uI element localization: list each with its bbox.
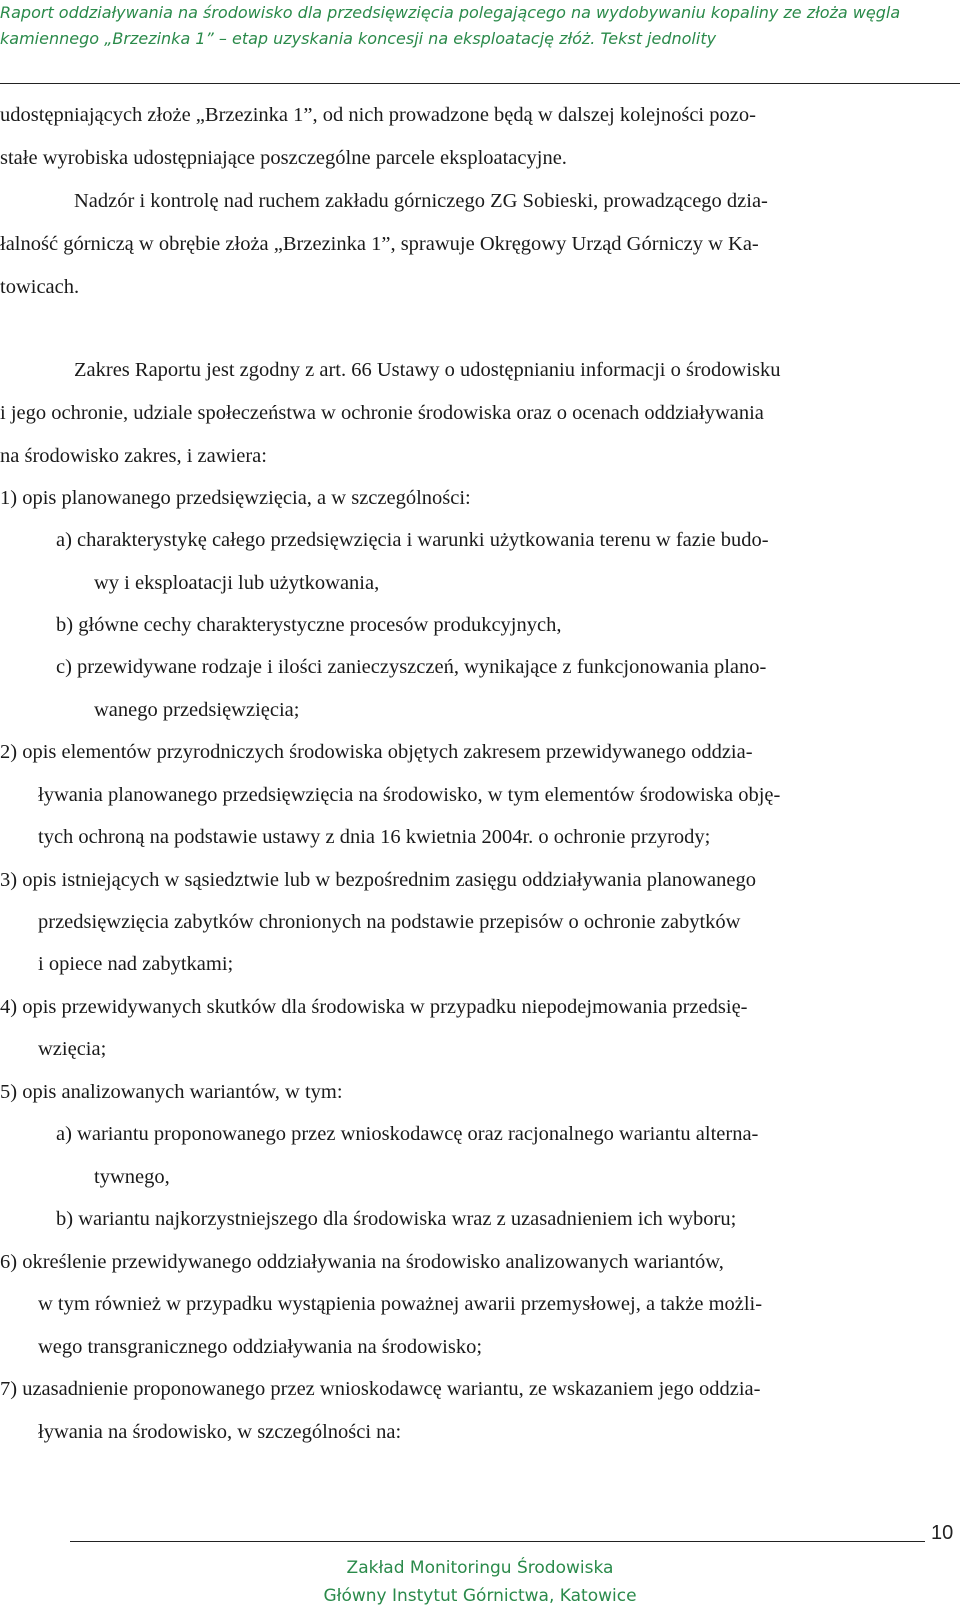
text-line: Nadzór i kontrolę nad ruchem zakładu górniczego ZG Sobieski, prowadzącego dzia- bbox=[74, 190, 768, 212]
text-line: w tym również w przypadku wystąpienia poważnej awarii przemysłowej, a także możli- bbox=[38, 1293, 763, 1315]
footer-divider bbox=[70, 1541, 925, 1542]
list-item: 7) uzasadnienie proponowanego przez wnioskodawcę wariantu, ze wskazaniem jego oddzia- bbox=[0, 1378, 761, 1400]
list-subitem: a) wariantu proponowanego przez wnioskodawcę oraz racjonalnego wariantu alterna- bbox=[56, 1123, 759, 1145]
header-divider bbox=[0, 83, 960, 84]
list-subitem: b) główne cechy charakterystyczne procesów produkcyjnych, bbox=[56, 614, 562, 636]
text-line: i jego ochronie, udziale społeczeństwa w ochronie środowiska oraz o ocenach oddziaływania bbox=[0, 402, 764, 424]
list-subitem: a) charakterystykę całego przedsięwzięcia i warunki użytkowania terenu w fazie budo- bbox=[56, 529, 769, 551]
running-footer bbox=[0, 1554, 960, 1610]
text-line: ływania na środowisko, w szczególności na: bbox=[38, 1421, 402, 1443]
header-line-1: Raport oddziaływania na środowisko dla przedsięwzięcia polegającego na wydobywaniu kopaliny ze złoża węgla bbox=[0, 3, 901, 22]
text-line: tych ochroną na podstawie ustawy z dnia 16 kwietnia 2004r. o ochronie przyrody; bbox=[38, 826, 711, 848]
list-item: 1) opis planowanego przedsięwzięcia, a w szczególności: bbox=[0, 487, 471, 509]
list-subitem: c) przewidywane rodzaje i ilości zanieczyszczeń, wynikające z funkcjonowania plano- bbox=[56, 656, 767, 678]
list-item: 5) opis analizowanych wariantów, w tym: bbox=[0, 1081, 343, 1103]
list-item: 2) opis elementów przyrodniczych środowiska objętych zakresem przewidywanego oddzia- bbox=[0, 741, 753, 763]
text-line: udostępniających złoże „Brzezinka 1”, od nich prowadzone będą w dalszej kolejności pozo- bbox=[0, 104, 756, 126]
page-number: 10 bbox=[931, 1522, 954, 1544]
text-line: i opiece nad zabytkami; bbox=[38, 953, 234, 975]
text-line: ływania planowanego przedsięwzięcia na środowisko, w tym elementów środowiska obję- bbox=[38, 784, 781, 806]
list-item: 6) określenie przewidywanego oddziaływania na środowisko analizowanych wariantów, bbox=[0, 1251, 724, 1273]
text-line: towicach. bbox=[0, 276, 80, 298]
list-item: 4) opis przewidywanych skutków dla środowiska w przypadku niepodejmowania przedsię- bbox=[0, 996, 748, 1018]
list-item: 3) opis istniejących w sąsiedztwie lub w bezpośrednim zasięgu oddziaływania planowanego bbox=[0, 869, 756, 891]
text-line: tywnego, bbox=[94, 1166, 170, 1188]
footer-line-1: Zakład Monitoringu Środowiska bbox=[346, 1558, 614, 1578]
header-line-2: kamiennego „Brzezinka 1” – etap uzyskania koncesji na eksploatację złóż. Tekst jednolity bbox=[0, 29, 717, 48]
text-line: wego transgranicznego oddziaływania na środowisko; bbox=[38, 1336, 483, 1358]
list-subitem: b) wariantu najkorzystniejszego dla środowiska wraz z uzasadnieniem ich wyboru; bbox=[56, 1208, 737, 1230]
text-line: na środowisko zakres, i zawiera: bbox=[0, 445, 267, 467]
text-line: wanego przedsięwzięcia; bbox=[94, 699, 300, 721]
text-line: wzięcia; bbox=[38, 1038, 107, 1060]
running-header bbox=[0, 0, 940, 52]
text-line: łalność górniczą w obrębie złoża „Brzezinka 1”, sprawuje Okręgowy Urząd Górniczy w Ka- bbox=[0, 233, 759, 255]
text-line: stałe wyrobiska udostępniające poszczególne parcele eksploatacyjne. bbox=[0, 147, 567, 169]
text-line: wy i eksploatacji lub użytkowania, bbox=[94, 572, 380, 594]
text-line: Zakres Raportu jest zgodny z art. 66 Ustawy o udostępnianiu informacji o środowisku bbox=[74, 359, 781, 381]
text-line: przedsięwzięcia zabytków chronionych na podstawie przepisów o ochronie zabytków bbox=[38, 911, 741, 933]
footer-line-2: Główny Instytut Górnictwa, Katowice bbox=[323, 1586, 637, 1606]
